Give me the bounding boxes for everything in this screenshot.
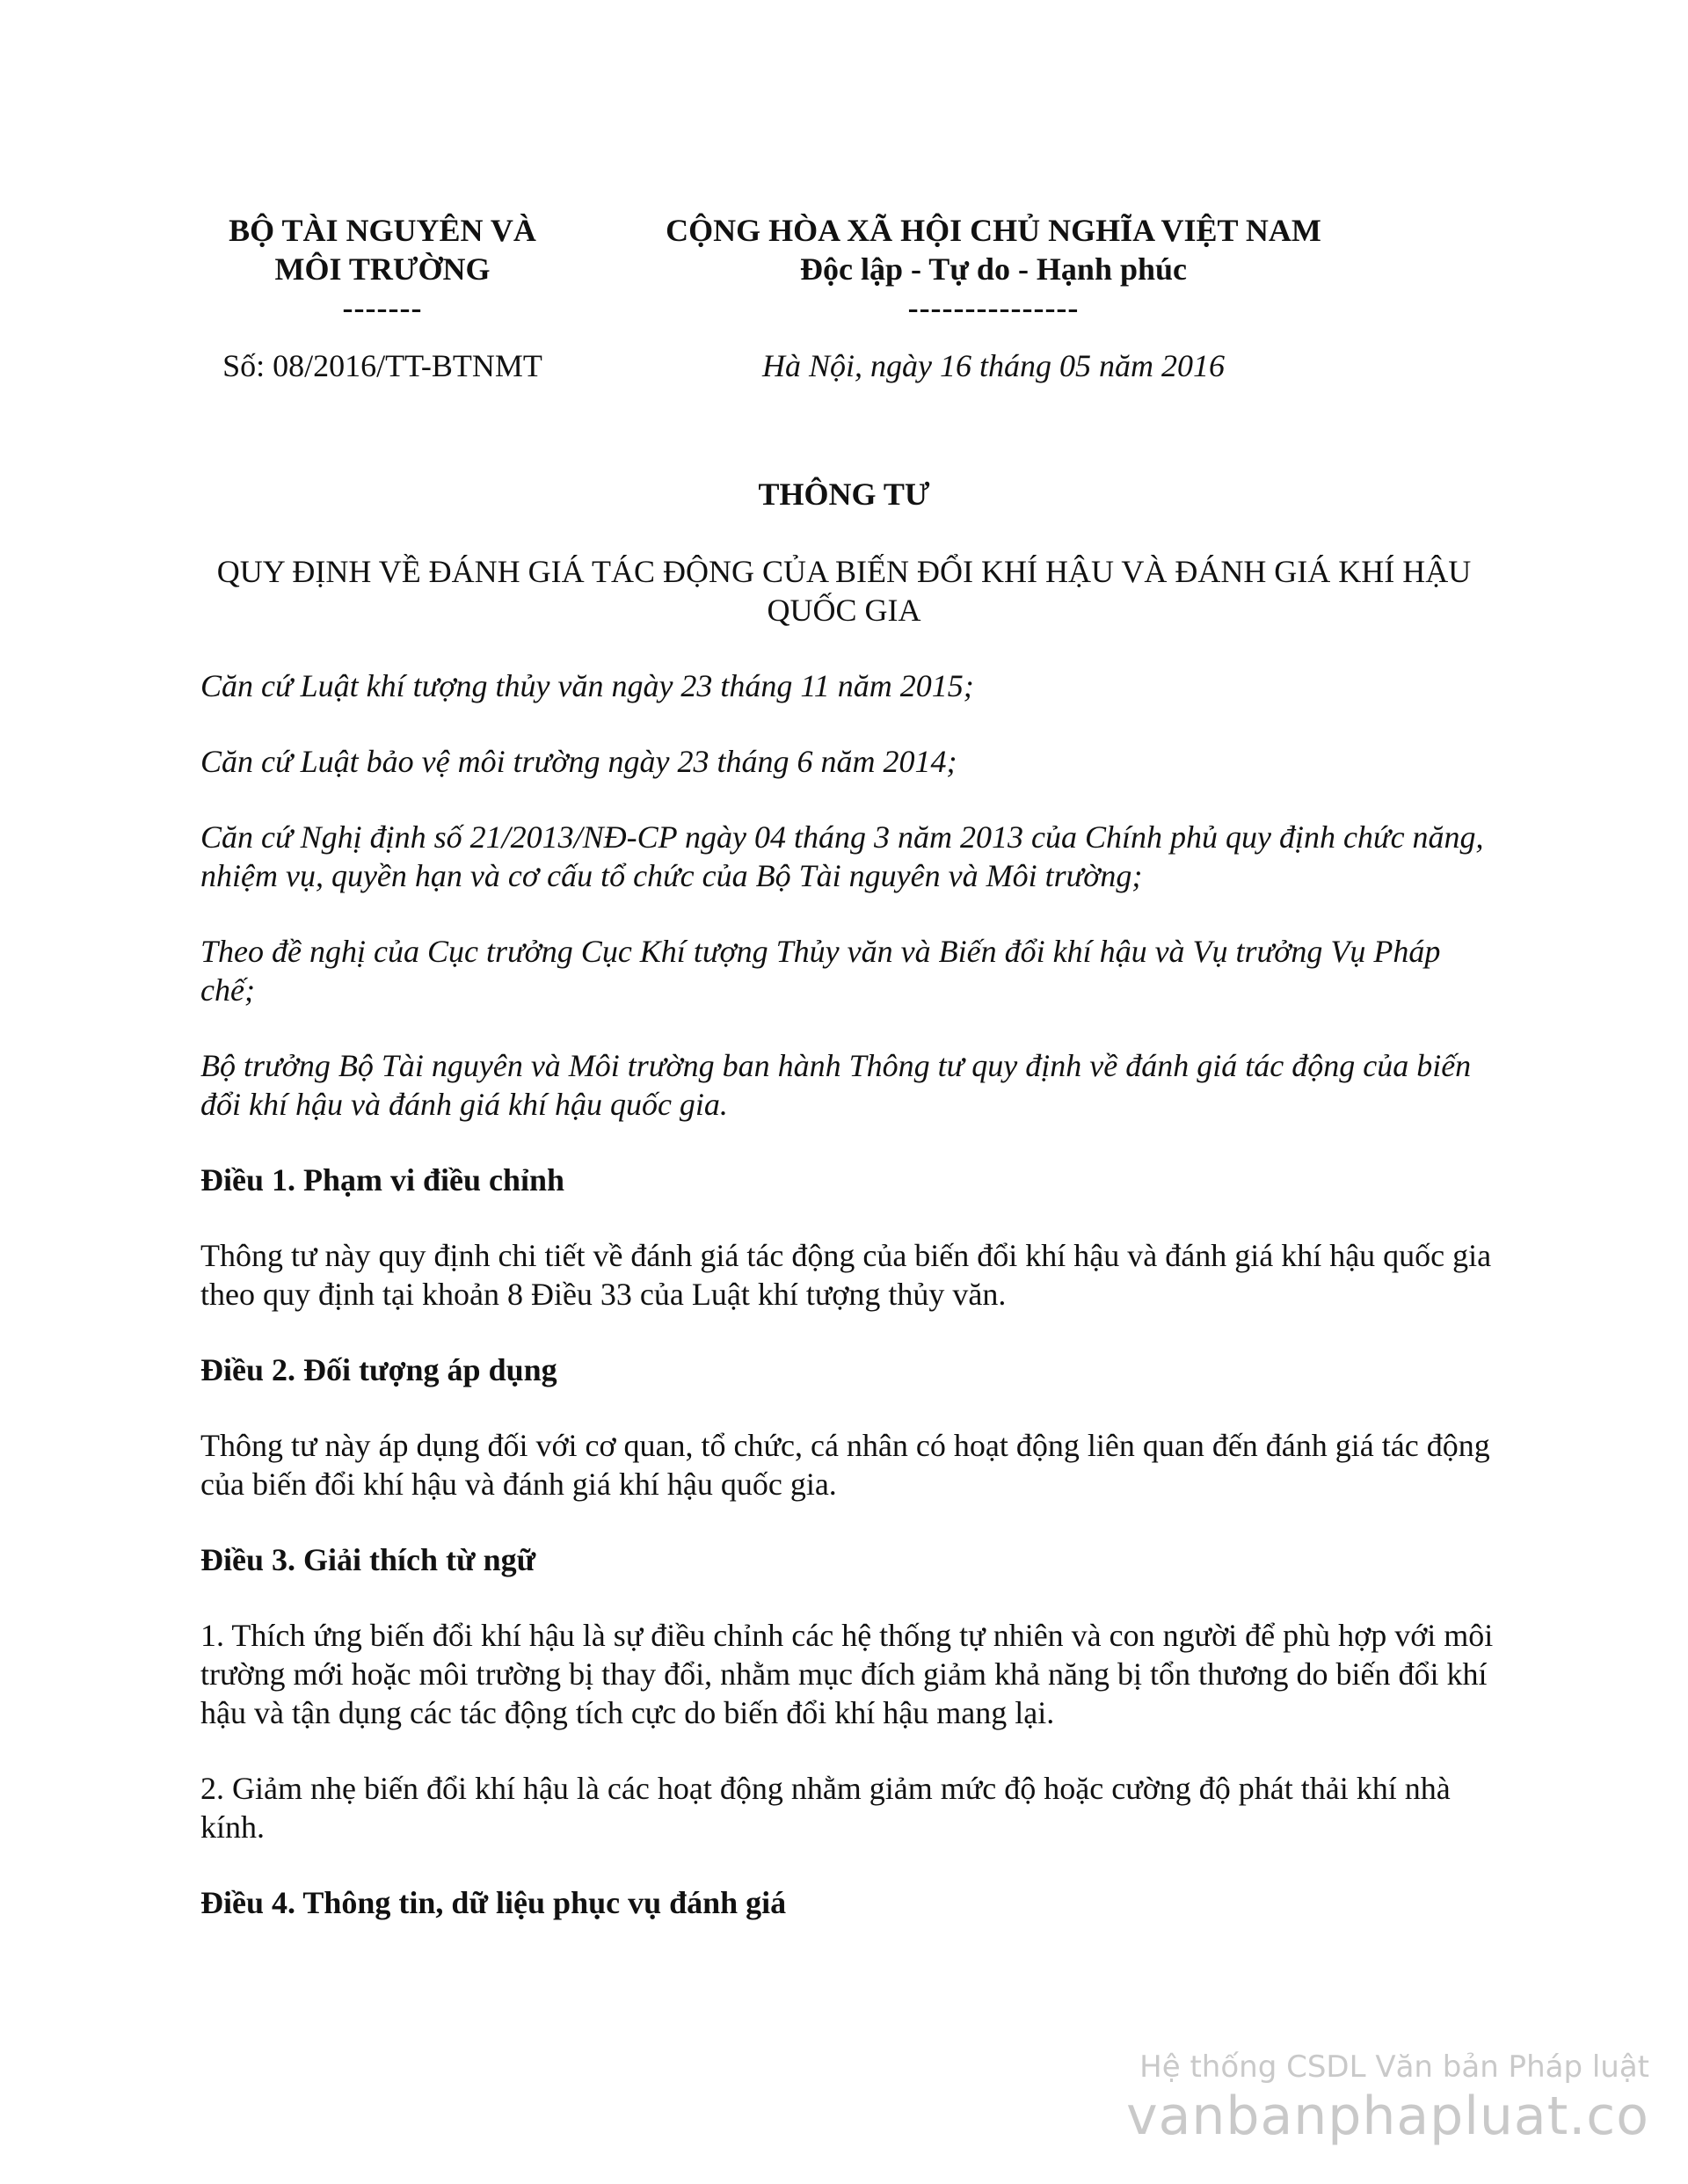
article-3-heading: Điều 3. Giải thích từ ngữ xyxy=(200,1542,536,1577)
watermark xyxy=(1126,2049,1649,2147)
preamble-paragraph: Theo đề nghị của Cục trưởng Cục Khí tượng Thủy văn và Biến đổi khí hậu và Vụ trưởng Vụ Pháp chế; xyxy=(200,934,1441,1008)
article-2-text: Thông tư này áp dụng đối với cơ quan, tổ chức, cá nhân có hoạt động liên quan đến đánh giá tác động của biến đổi khí hậu và đánh giá khí hậu quốc gia. xyxy=(200,1428,1490,1502)
document-date: Hà Nội, ngày 16 tháng 05 năm 2016 xyxy=(762,348,1225,383)
article-1-heading: Điều 1. Phạm vi điều chỉnh xyxy=(200,1162,565,1198)
article-1-text: Thông tư này quy định chi tiết về đánh giá tác động của biến đổi khí hậu và đánh giá khí hậu quốc gia theo quy định tại khoản 8 Điều 33 của Luật khí tượng thủy văn. xyxy=(200,1238,1492,1312)
preamble-paragraph: Căn cứ Luật khí tượng thủy văn ngày 23 tháng 11 năm 2015; xyxy=(200,668,974,703)
agency-separator: ------- xyxy=(342,290,423,325)
article-4-heading: Điều 4. Thông tin, dữ liệu phục vụ đánh giá xyxy=(200,1885,787,1920)
motto-separator: --------------- xyxy=(907,290,1080,325)
article-3-item-1: 1. Thích ứng biến đổi khí hậu là sự điều chỉnh các hệ thống tự nhiên và con người để phù hợp với môi trường mới hoặc môi trường bị thay đổi, nhằm mục đích giảm khả năng bị tổn thương do biến đổi khí hậu và tận dụng các tác động tích cực do biến đổi khí hậu mang lại. xyxy=(200,1618,1494,1730)
document-body xyxy=(200,666,1502,1959)
watermark-line2: vanbanphapluat.co xyxy=(1126,2086,1649,2147)
document-number: Số: 08/2016/TT-BTNMT xyxy=(222,348,542,383)
watermark-line1: Hệ thống CSDL Văn bản Pháp luật xyxy=(1139,2049,1649,2085)
issuing-agency xyxy=(176,211,589,327)
preamble-paragraph: Căn cứ Nghị định số 21/2013/NĐ-CP ngày 04 tháng 3 năm 2013 của Chính phủ quy định chức năng, nhiệm vụ, quyền hạn và cơ cấu tổ chức của Bộ Tài nguyên và Môi trường; xyxy=(200,819,1484,893)
document-subtitle: QUY ĐỊNH VỀ ĐÁNH GIÁ TÁC ĐỘNG CỦA BIẾN ĐỔI KHÍ HẬU VÀ ĐÁNH GIÁ KHÍ HẬU QUỐC GIA xyxy=(216,554,1472,628)
nation-name: CỘNG HÒA XÃ HỘI CHỦ NGHĨA VIỆT NAM xyxy=(666,213,1321,248)
document-title: THÔNG TƯ xyxy=(758,477,930,512)
preamble-paragraph: Bộ trưởng Bộ Tài nguyên và Môi trường ban hành Thông tư quy định về đánh giá tác động của biến đổi khí hậu và đánh giá khí hậu quốc gia. xyxy=(200,1048,1472,1122)
agency-name-line2: MÔI TRƯỜNG xyxy=(274,251,491,287)
national-motto xyxy=(607,211,1380,327)
article-2-heading: Điều 2. Đối tượng áp dụng xyxy=(200,1352,557,1387)
preamble-paragraph: Căn cứ Luật bảo vệ môi trường ngày 23 tháng 6 năm 2014; xyxy=(200,744,957,779)
motto: Độc lập - Tự do - Hạnh phúc xyxy=(799,251,1188,287)
agency-name-line1: BỘ TÀI NGUYÊN VÀ xyxy=(229,213,536,248)
article-3-item-2: 2. Giảm nhẹ biến đổi khí hậu là các hoạt động nhằm giảm mức độ hoặc cường độ phát thải khí nhà kính. xyxy=(200,1771,1451,1845)
